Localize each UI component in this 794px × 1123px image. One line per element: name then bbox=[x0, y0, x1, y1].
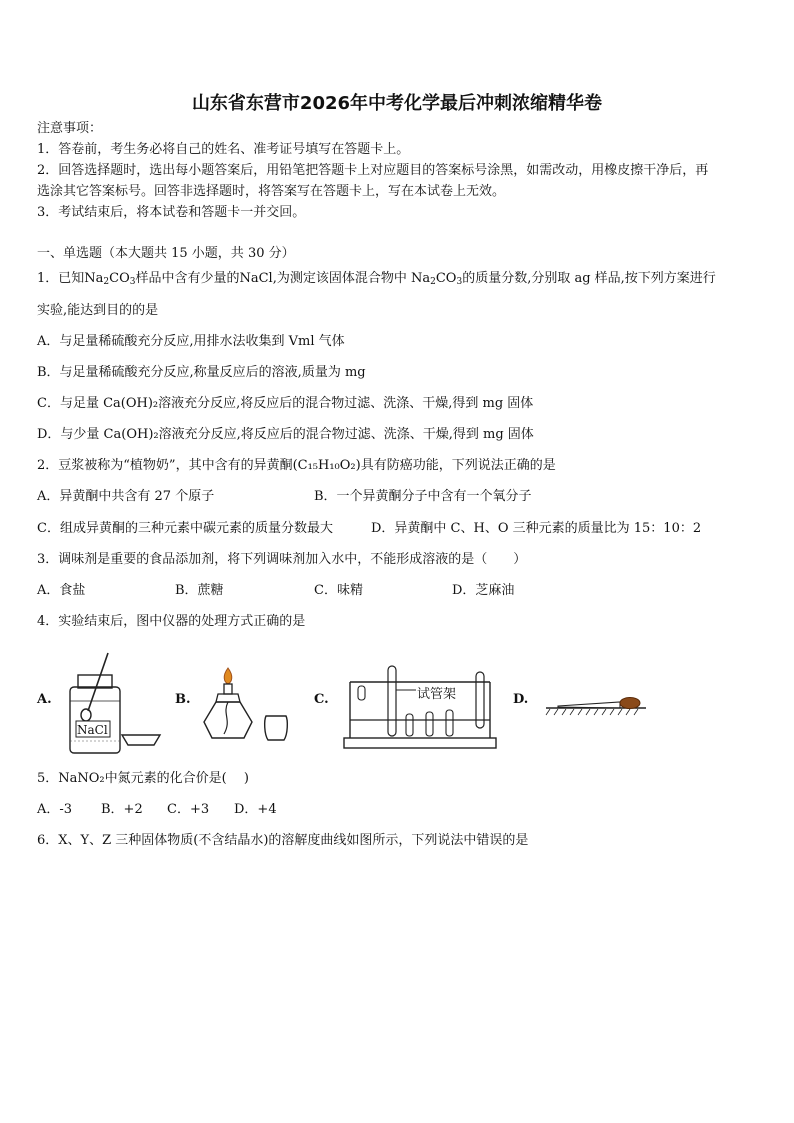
bottle-label: NaCl bbox=[77, 723, 108, 737]
notice-item-2: 2．回答选择题时，选出每小题答案后，用铅笔把答题卡上对应题目的答案标号涂黑，如需改动，用橡皮擦干净后，再 bbox=[37, 163, 709, 178]
q2-option-b: B．一个异黄酮分子中含有一个氧分子 bbox=[314, 489, 532, 504]
q6-stem: 6．X、Y、Z 三种固体物质(不含结晶水)的溶解度曲线如图所示，下列说法中错误的是 bbox=[37, 833, 529, 848]
q5-option-d: D．+4 bbox=[234, 802, 277, 817]
q1-option-b: B．与足量稀硫酸充分反应,称量反应后的溶液,质量为 mg bbox=[37, 365, 366, 380]
q5-option-b: B．+2 bbox=[101, 802, 143, 817]
notice-item-2-cont: 选涂其它答案标号。回答非选择题时，将答案写在答题卡上，写在本试卷上无效。 bbox=[37, 184, 506, 199]
q5-option-c: C．+3 bbox=[167, 802, 210, 817]
q3-stem: 3．调味剂是重要的食品添加剂，将下列调味剂加入水中，不能形成溶液的是（ ） bbox=[37, 552, 527, 567]
notice-item-1: 1．答卷前，考生务必将自己的姓名、准考证号填写在答题卡上。 bbox=[37, 142, 410, 157]
reagent-bottle-figure bbox=[60, 645, 165, 757]
rack-label: 试管架 bbox=[417, 687, 457, 702]
page-title: 山东省东营市2026年中考化学最后冲刺浓缩精华卷 bbox=[191, 93, 603, 114]
q3-option-c: C．味精 bbox=[314, 583, 363, 598]
q2-stem: 2．豆浆被称为“植物奶”，其中含有的异黄酮(C₁₅H₁₀O₂)具有防癌功能，下列说法正确的是 bbox=[37, 458, 556, 473]
q1-option-a: A．与足量稀硫酸充分反应,用排水法收集到 Vml 气体 bbox=[37, 334, 345, 349]
test-tube-rack-figure bbox=[340, 660, 500, 752]
q3-option-b: B．蔗糖 bbox=[175, 583, 224, 598]
q1-stem-cont: 实验,能达到目的的是 bbox=[37, 303, 159, 318]
dropper-figure bbox=[544, 690, 649, 720]
q2-option-a: A．异黄酮中共含有 27 个原子 bbox=[37, 489, 215, 504]
q4-label-b: B. bbox=[175, 692, 191, 707]
q4-label-a: A. bbox=[37, 692, 52, 707]
notice-heading: 注意事项： bbox=[37, 121, 103, 136]
notice-item-3: 3．考试结束后，将本试卷和答题卡一并交回。 bbox=[37, 205, 306, 220]
q1-option-c: C．与足量 Ca(OH)₂溶液充分反应,将反应后的混合物过滤、洗涤、干燥,得到 mg 固体 bbox=[37, 396, 534, 411]
alcohol-lamp-figure bbox=[198, 658, 293, 748]
q3-option-a: A．食盐 bbox=[37, 583, 86, 598]
q4-stem: 4．实验结束后，图中仪器的处理方式正确的是 bbox=[37, 614, 306, 629]
q5-option-a: A．-3 bbox=[37, 802, 73, 817]
section-heading: 一、单选题（本大题共 15 小题，共 30 分） bbox=[37, 246, 295, 261]
q3-option-d: D．芝麻油 bbox=[452, 583, 515, 598]
q4-label-c: C. bbox=[314, 692, 329, 707]
q2-option-c: C．组成异黄酮的三种元素中碳元素的质量分数最大 bbox=[37, 521, 333, 536]
q1-stem: 1．已知$Na_2CO_3$样品中含有少量的NaCl,为测定该固体混合物中 $Na_2CO_3$的质量分数,分别取 ag 样品,按下列方案进行 bbox=[37, 271, 716, 287]
q1-option-d: D．与少量 Ca(OH)₂溶液充分反应,将反应后的混合物过滤、洗涤、干燥,得到 mg 固体 bbox=[37, 427, 534, 442]
q5-stem: 5．NaNO₂中氮元素的化合价是( ) bbox=[37, 771, 249, 786]
q2-option-d: D．异黄酮中 C、H、O 三种元素的质量比为 15：10：2 bbox=[371, 521, 702, 536]
q4-label-d: D. bbox=[513, 692, 529, 707]
